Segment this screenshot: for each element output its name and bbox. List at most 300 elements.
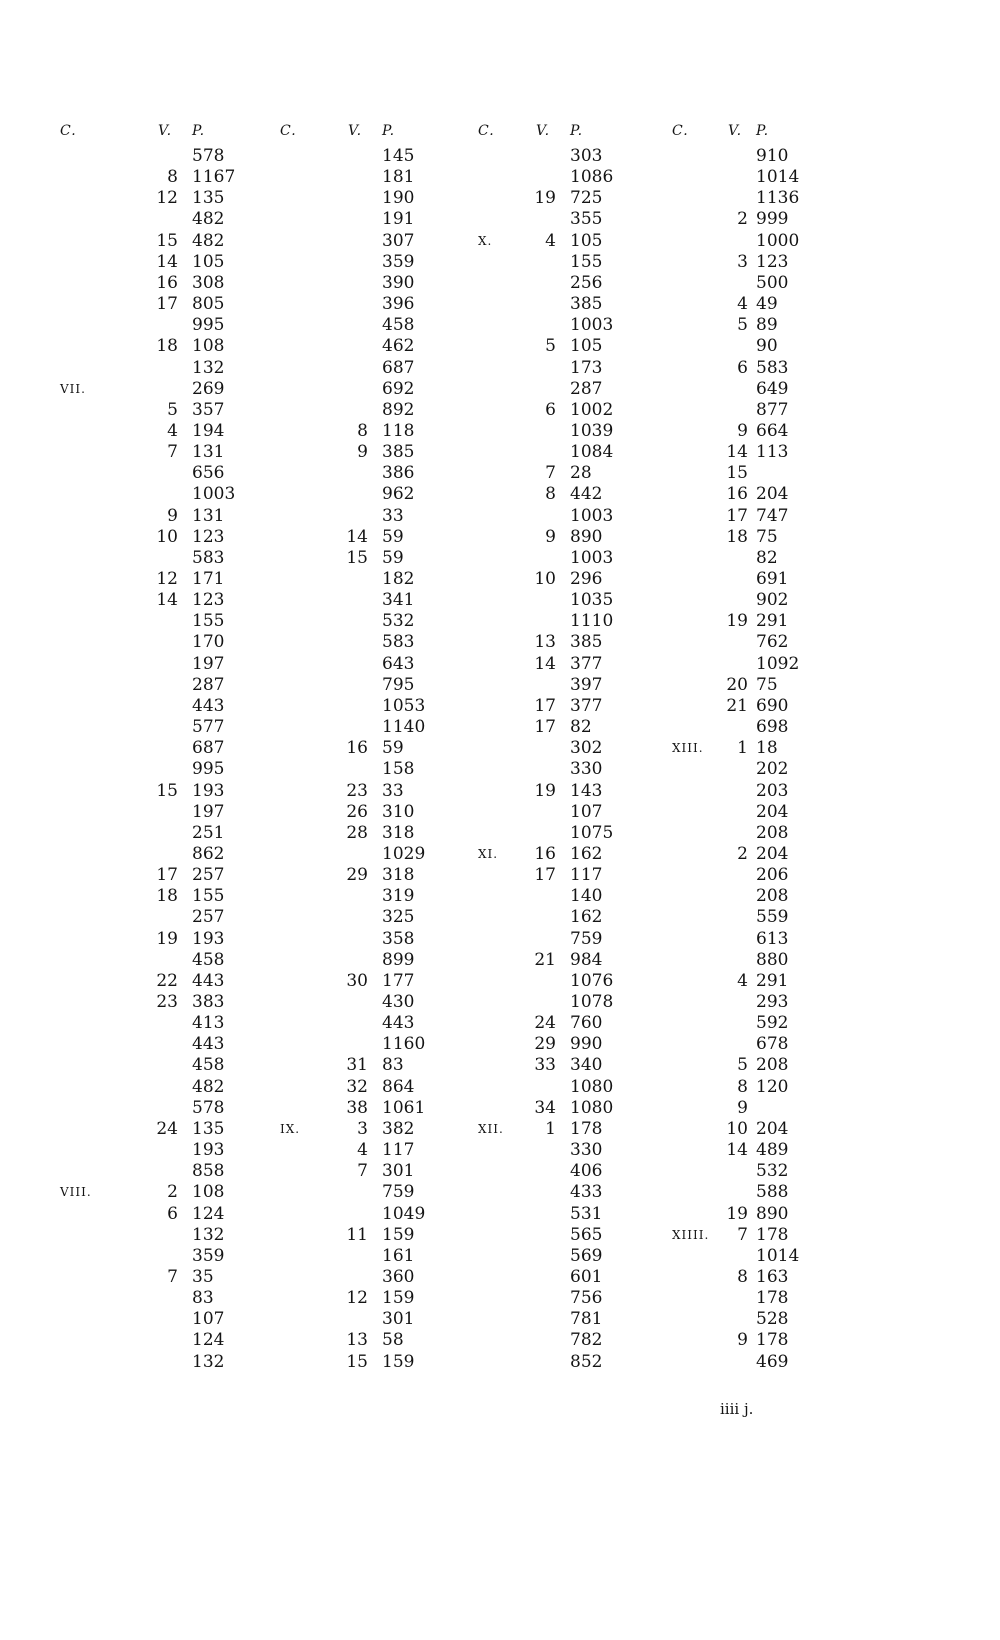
verse-number: 17	[156, 865, 178, 886]
verse-number: 23	[156, 992, 178, 1012]
page-number: 443	[192, 1034, 225, 1055]
page-number: 664	[756, 420, 789, 441]
verse-number: 5	[737, 315, 748, 336]
page-number: 443	[382, 1013, 415, 1034]
page-number: 462	[382, 336, 415, 357]
verse-number: 8	[167, 167, 178, 188]
page-number: 1167	[192, 167, 236, 188]
page-number: 75	[756, 674, 778, 695]
page-number: 1140	[382, 717, 426, 738]
page-number: 301	[382, 1161, 415, 1182]
page-number: 1053	[382, 695, 426, 716]
page-number: 163	[756, 1266, 789, 1287]
verse-number: 16	[346, 738, 368, 759]
page-number: 443	[192, 695, 225, 716]
verse-number: 11	[346, 1224, 368, 1245]
verse-number: 10	[534, 569, 556, 589]
page-number: 698	[756, 717, 789, 738]
chapter-label: XII.	[478, 1121, 504, 1136]
verse-number: 28	[346, 822, 368, 843]
page-number: 105	[570, 336, 603, 357]
page-number: 588	[756, 1182, 789, 1203]
verse-number: 1	[737, 738, 748, 759]
page-number: 124	[192, 1203, 225, 1224]
verse-number: 8	[737, 1076, 748, 1097]
page-number: 1160	[382, 1034, 426, 1055]
page-number: 396	[382, 294, 415, 315]
chapter-label: IX.	[280, 1121, 301, 1136]
page-number: 159	[382, 1288, 415, 1309]
page-number: 1039	[570, 420, 614, 441]
page-number: 678	[756, 1034, 789, 1055]
page-number: 82	[756, 547, 778, 568]
page-number: 1076	[570, 970, 614, 991]
page-number: 1003	[570, 547, 614, 568]
verse-number: 4	[167, 420, 178, 441]
verse-number: 4	[545, 230, 556, 251]
verse-number: 19	[726, 611, 748, 632]
page-number: 892	[382, 399, 415, 420]
page-number: 899	[382, 949, 415, 970]
page-number: 577	[192, 717, 225, 738]
verse-number: 10	[156, 526, 178, 547]
verse-number: 9	[167, 505, 178, 526]
page-number: 583	[192, 547, 225, 568]
page-number: 330	[570, 1140, 603, 1161]
page-number: 747	[756, 505, 789, 526]
page-number: 385	[570, 632, 603, 653]
page-number: 1003	[192, 484, 236, 505]
page-number: 583	[756, 357, 789, 378]
page-number: 458	[192, 949, 225, 970]
page-number: 208	[756, 1055, 789, 1076]
page-number: 330	[570, 759, 603, 780]
page-number: 762	[756, 632, 789, 653]
chapter-label: XIII.	[672, 741, 704, 756]
page-number: 113	[756, 442, 789, 463]
page-number: 35	[192, 1266, 214, 1287]
chapter-label: VII.	[60, 381, 86, 396]
verse-number: 15	[156, 230, 178, 251]
verse-number: 9	[737, 420, 748, 441]
page-number: 107	[192, 1309, 225, 1330]
page-number: 135	[192, 1118, 225, 1139]
header-c-col4: C.	[672, 123, 689, 139]
verse-number: 17	[534, 865, 556, 886]
page-number: 1086	[570, 167, 614, 188]
verse-number: 32	[346, 1076, 368, 1097]
page-number: 528	[756, 1309, 789, 1330]
page-number: 482	[192, 230, 225, 251]
page-number: 59	[382, 738, 404, 759]
page-number: 204	[756, 484, 789, 505]
page-number: 962	[382, 484, 415, 505]
page-number: 18	[756, 738, 778, 759]
verse-number: 4	[737, 294, 748, 315]
verse-number: 3	[737, 251, 748, 272]
page-number: 877	[756, 399, 789, 420]
page-number: 310	[382, 801, 415, 822]
page-number: 692	[382, 378, 415, 399]
header-p-col4: P.	[756, 123, 770, 139]
page-number: 340	[570, 1055, 603, 1076]
verse-number: 16	[156, 272, 178, 293]
verse-number: 5	[167, 399, 178, 420]
page-number: 318	[382, 822, 415, 843]
page-number: 178	[756, 1288, 789, 1309]
page-number: 178	[756, 1330, 789, 1351]
page-number: 59	[382, 526, 404, 547]
verse-number: 18	[156, 336, 178, 357]
page-number: 291	[756, 970, 789, 991]
page-number: 59	[382, 547, 404, 568]
page-number: 890	[570, 526, 603, 547]
page-number: 1080	[570, 1076, 614, 1097]
page-number: 291	[756, 611, 789, 632]
page-number: 990	[570, 1034, 603, 1055]
header-p-col1: P.	[192, 123, 206, 139]
page-number: 131	[192, 505, 225, 526]
page-number: 880	[756, 949, 789, 970]
chapter-label: XI.	[478, 846, 499, 861]
page-number: 83	[382, 1055, 404, 1076]
page-number: 1002	[570, 399, 614, 420]
verse-number: 33	[534, 1055, 556, 1076]
page-number: 687	[382, 357, 415, 378]
verse-number: 14	[726, 442, 748, 463]
page-number: 90	[756, 336, 778, 357]
page-number: 162	[570, 907, 603, 928]
page-number: 171	[192, 569, 225, 589]
verse-number: 8	[545, 484, 556, 505]
chapter-label: VIII.	[60, 1185, 92, 1200]
page-number: 613	[756, 928, 789, 949]
page-number: 132	[192, 357, 225, 378]
page-number: 1049	[382, 1203, 426, 1224]
header-v-col3: V.	[536, 123, 551, 139]
page-number: 1014	[756, 1245, 800, 1266]
page-number: 1000	[756, 230, 800, 251]
page-number: 601	[570, 1266, 603, 1287]
page-number: 178	[570, 1118, 603, 1139]
page-number: 430	[382, 992, 415, 1012]
page-number: 204	[756, 843, 789, 864]
page-number: 58	[382, 1330, 404, 1351]
page-number: 287	[192, 674, 225, 695]
page-number: 531	[570, 1203, 603, 1224]
header-p-col2: P.	[382, 123, 396, 139]
page-number: 489	[756, 1140, 789, 1161]
page-number: 358	[382, 928, 415, 949]
verse-number: 5	[545, 336, 556, 357]
page-number: 193	[192, 928, 225, 949]
signature-mark: iiii j.	[720, 1400, 754, 1418]
verse-number: 7	[545, 463, 556, 484]
page-number: 170	[192, 632, 225, 653]
page-number: 910	[756, 146, 789, 166]
page-number: 269	[192, 378, 225, 399]
page-number: 377	[570, 695, 603, 716]
verse-number: 17	[726, 505, 748, 526]
page-number: 360	[382, 1266, 415, 1287]
page-number: 202	[756, 759, 789, 780]
page-number: 443	[192, 970, 225, 991]
page-number: 397	[570, 674, 603, 695]
page-number: 569	[570, 1245, 603, 1266]
page-number: 190	[382, 188, 415, 209]
page-number: 656	[192, 463, 225, 484]
verse-number: 16	[534, 843, 556, 864]
page-number: 687	[192, 738, 225, 759]
verse-number: 29	[534, 1034, 556, 1055]
page-number: 500	[756, 272, 789, 293]
header-v-col4: V.	[728, 123, 743, 139]
verse-number: 38	[346, 1097, 368, 1118]
page-number: 303	[570, 146, 603, 166]
verse-number: 14	[156, 590, 178, 611]
page-number: 208	[756, 886, 789, 907]
verse-number: 9	[545, 526, 556, 547]
verse-number: 7	[167, 1266, 178, 1287]
verse-number: 9	[737, 1097, 748, 1118]
page-number: 108	[192, 336, 225, 357]
page-number: 532	[756, 1161, 789, 1182]
page-number: 592	[756, 1013, 789, 1034]
page-number: 1035	[570, 590, 614, 611]
page-number: 1029	[382, 843, 426, 864]
page-number: 155	[192, 886, 225, 907]
page-number: 155	[192, 611, 225, 632]
verse-number: 18	[726, 526, 748, 547]
verse-number: 8	[357, 420, 368, 441]
page-number: 383	[192, 992, 225, 1012]
page-number: 191	[382, 209, 415, 230]
page-number: 131	[192, 442, 225, 463]
page-number: 159	[382, 1351, 415, 1372]
page-number: 1136	[756, 188, 800, 209]
verse-number: 7	[737, 1224, 748, 1245]
page-number: 377	[570, 653, 603, 674]
page-number: 1003	[570, 315, 614, 336]
page-number: 194	[192, 420, 225, 441]
page-number: 117	[570, 865, 603, 886]
page-number: 293	[756, 992, 789, 1012]
page-number: 208	[756, 822, 789, 843]
page-number: 359	[192, 1245, 225, 1266]
page-number: 132	[192, 1224, 225, 1245]
page-number: 49	[756, 294, 778, 315]
page-number: 385	[382, 442, 415, 463]
page-number: 469	[756, 1351, 789, 1372]
verse-number: 17	[534, 717, 556, 738]
chapter-label: XIIII.	[672, 1227, 710, 1242]
page-number: 1110	[570, 611, 614, 632]
verse-number: 16	[726, 484, 748, 505]
verse-number: 19	[534, 780, 556, 801]
page-number: 257	[192, 907, 225, 928]
page-number: 578	[192, 1097, 225, 1118]
verse-number: 6	[737, 357, 748, 378]
page-number: 691	[756, 569, 789, 589]
page-number: 105	[570, 230, 603, 251]
page-number: 117	[382, 1140, 415, 1161]
page-number: 858	[192, 1161, 225, 1182]
page-number: 158	[382, 759, 415, 780]
page-number: 999	[756, 209, 789, 230]
page-number: 984	[570, 949, 603, 970]
verse-number: 7	[357, 1161, 368, 1182]
page-number: 257	[192, 865, 225, 886]
page-number: 532	[382, 611, 415, 632]
page-number: 1078	[570, 992, 614, 1012]
page-number: 1075	[570, 822, 614, 843]
verse-number: 21	[726, 695, 748, 716]
page-number: 433	[570, 1182, 603, 1203]
page-number: 135	[192, 188, 225, 209]
page-number: 108	[192, 1182, 225, 1203]
page-number: 118	[382, 420, 415, 441]
page-number: 862	[192, 843, 225, 864]
page-number: 105	[192, 251, 225, 272]
header-v-col2: V.	[348, 123, 363, 139]
page-number: 578	[192, 146, 225, 166]
page-number: 193	[192, 1140, 225, 1161]
verse-number: 15	[156, 780, 178, 801]
verse-number: 22	[156, 970, 178, 991]
page-number: 204	[756, 1118, 789, 1139]
verse-number: 24	[534, 1013, 556, 1034]
page-number: 1014	[756, 167, 800, 188]
page-number: 442	[570, 484, 603, 505]
page-number: 120	[756, 1076, 789, 1097]
page-number: 756	[570, 1288, 603, 1309]
verse-number: 34	[534, 1097, 556, 1118]
page-number: 482	[192, 209, 225, 230]
page-number: 902	[756, 590, 789, 611]
page-number: 559	[756, 907, 789, 928]
verse-number: 5	[737, 1055, 748, 1076]
page-number: 782	[570, 1330, 603, 1351]
verse-number: 8	[737, 1266, 748, 1287]
page-number: 406	[570, 1161, 603, 1182]
page-number: 995	[192, 315, 225, 336]
page-number: 132	[192, 1351, 225, 1372]
verse-number: 2	[167, 1182, 178, 1203]
page-number: 162	[570, 843, 603, 864]
page-number: 302	[570, 738, 603, 759]
page-number: 781	[570, 1309, 603, 1330]
verse-number: 4	[737, 970, 748, 991]
verse-number: 2	[737, 209, 748, 230]
verse-number: 7	[167, 442, 178, 463]
verse-number: 12	[346, 1288, 368, 1309]
page-number: 1084	[570, 442, 614, 463]
page-number: 805	[192, 294, 225, 315]
verse-number: 12	[156, 569, 178, 589]
page-number: 413	[192, 1013, 225, 1034]
verse-number: 14	[726, 1140, 748, 1161]
verse-number: 14	[346, 526, 368, 547]
page-number: 458	[382, 315, 415, 336]
verse-number: 21	[534, 949, 556, 970]
verse-number: 17	[534, 695, 556, 716]
verse-number: 6	[545, 399, 556, 420]
page-number: 159	[382, 1224, 415, 1245]
verse-number: 2	[737, 843, 748, 864]
verse-number: 29	[346, 865, 368, 886]
verse-number: 15	[346, 1351, 368, 1372]
verse-number: 12	[156, 188, 178, 209]
verse-number: 14	[534, 653, 556, 674]
verse-number: 17	[156, 294, 178, 315]
page-number: 301	[382, 1309, 415, 1330]
verse-number: 9	[357, 442, 368, 463]
page-number: 795	[382, 674, 415, 695]
page-number: 155	[570, 251, 603, 272]
verse-number: 24	[156, 1118, 178, 1139]
page-number: 759	[570, 928, 603, 949]
page-number: 307	[382, 230, 415, 251]
page-number: 643	[382, 653, 415, 674]
page-number: 318	[382, 865, 415, 886]
page-number: 1061	[382, 1097, 426, 1118]
page-number: 296	[570, 569, 603, 589]
page-number: 124	[192, 1330, 225, 1351]
verse-number: 30	[346, 970, 368, 991]
page-number: 193	[192, 780, 225, 801]
page-number: 565	[570, 1224, 603, 1245]
page-number: 759	[382, 1182, 415, 1203]
page-number: 140	[570, 886, 603, 907]
page-number: 308	[192, 272, 225, 293]
verse-number: 9	[737, 1330, 748, 1351]
page-number: 107	[570, 801, 603, 822]
page-number: 359	[382, 251, 415, 272]
page-number: 458	[192, 1055, 225, 1076]
verse-number: 13	[534, 632, 556, 653]
page-number: 287	[570, 378, 603, 399]
page-number: 161	[382, 1245, 415, 1266]
verse-number: 15	[726, 463, 748, 484]
page-number: 89	[756, 315, 778, 336]
page-number: 251	[192, 822, 225, 843]
verse-number: 19	[534, 188, 556, 209]
verse-number: 13	[346, 1330, 368, 1351]
page-number: 182	[382, 569, 415, 589]
page-number: 725	[570, 188, 603, 209]
verse-number: 1	[545, 1118, 556, 1139]
page-number: 173	[570, 357, 603, 378]
page-number: 82	[570, 717, 592, 738]
page-number: 123	[756, 251, 789, 272]
page-number: 690	[756, 695, 789, 716]
page-number: 123	[192, 526, 225, 547]
header-p-col3: P.	[570, 123, 584, 139]
page-number: 760	[570, 1013, 603, 1034]
page-number: 1092	[756, 653, 800, 674]
page-number: 325	[382, 907, 415, 928]
page-number: 181	[382, 167, 415, 188]
verse-number: 19	[726, 1203, 748, 1224]
page-number: 382	[382, 1118, 415, 1139]
page-number: 482	[192, 1076, 225, 1097]
verse-number: 14	[156, 251, 178, 272]
verse-number: 19	[156, 928, 178, 949]
page-number: 33	[382, 505, 404, 526]
page-number: 197	[192, 653, 225, 674]
page-number: 197	[192, 801, 225, 822]
page-number: 145	[382, 146, 415, 166]
